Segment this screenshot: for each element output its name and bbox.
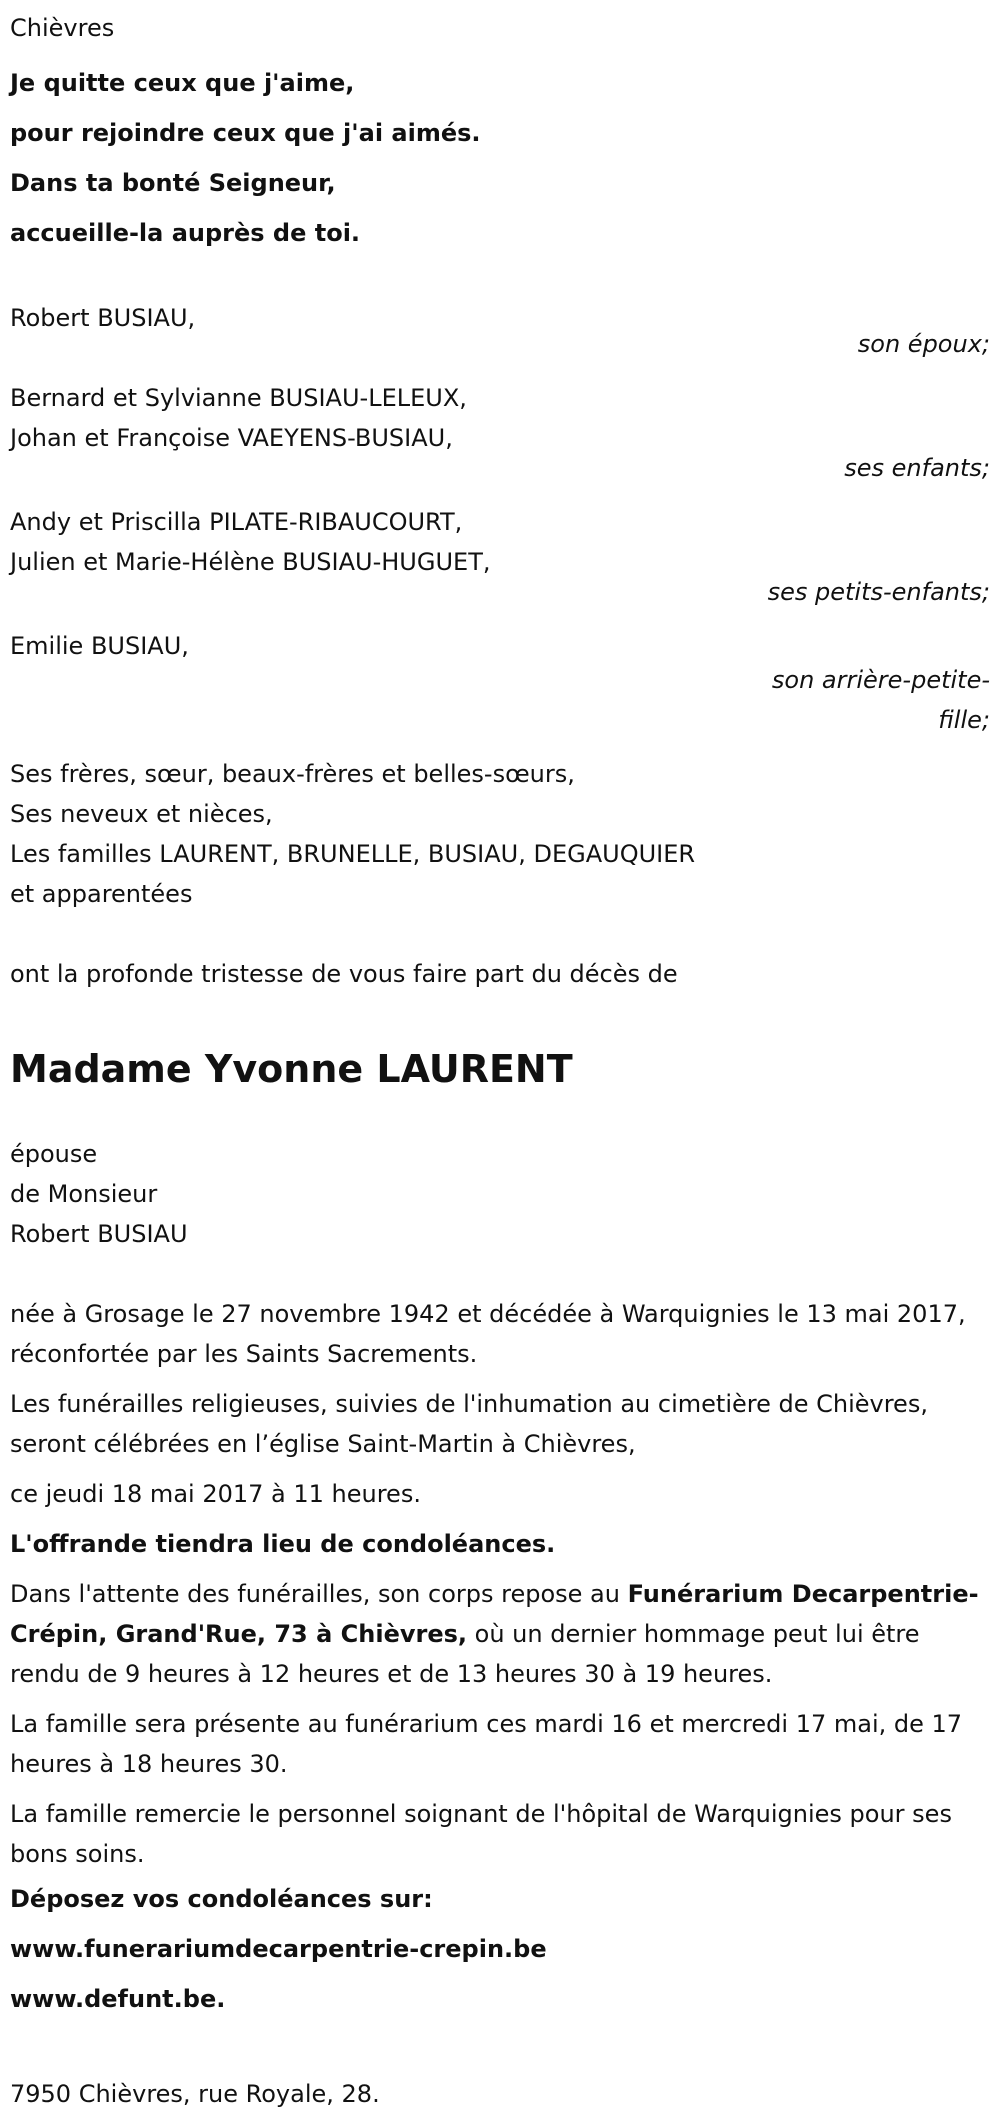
announcement-text: ont la profonde tristesse de vous faire part du décès de: [10, 960, 678, 988]
family-group-spouse: [10, 298, 990, 364]
family-group-children: [10, 378, 990, 488]
verse-line: accueille-la auprès de toi.: [10, 219, 361, 247]
condolences-heading: Déposez vos condoléances sur:: [10, 1885, 433, 1913]
family-group-grandchildren: [10, 502, 990, 612]
family-role: ses enfants;: [844, 454, 990, 482]
thanks-paragraph: La famille remercie le personnel soignant de l'hôpital de Warquignies pour ses bons soins.: [10, 1800, 952, 1868]
spouse-line: épouse: [10, 1140, 98, 1168]
location-heading: Chièvres: [10, 14, 115, 42]
viewing-prefix: Dans l'attente des funérailles, son corps repose au: [10, 1580, 628, 1608]
funerarium-address: Funérarium Decarpentrie-Crépin, Grand'Rue, 73 à Chièvres,: [10, 1580, 979, 1648]
condolences-block: [10, 1874, 990, 2024]
verse-line: Dans ta bonté Seigneur,: [10, 169, 336, 197]
birth-death-paragraph: née à Grosage le 27 novembre 1942 et décédée à Warquignies le 13 mai 2017, réconfortée par les Saints Sacrements.: [10, 1300, 966, 1368]
relatives-line: Ses neveux et nièces,: [10, 800, 273, 828]
family-role: son époux;: [857, 330, 990, 358]
relatives-line: Les familles LAURENT, BRUNELLE, BUSIAU, DEGAUQUIER: [10, 840, 696, 868]
obituary-notice: [10, 8, 990, 2114]
family-presence-paragraph: La famille sera présente au funérarium ces mardi 16 et mercredi 17 mai, de 17 heures à 18 heures 30.: [10, 1710, 963, 1778]
deceased-name: Madame Yvonne LAURENT: [10, 1047, 573, 1091]
funeral-paragraph: Les funérailles religieuses, suivies de l'inhumation au cimetière de Chièvres, seront célébrées en l’église Saint-Martin à Chièvres,: [10, 1390, 928, 1458]
family-name: Andy et Priscilla PILATE-RIBAUCOURT,: [10, 508, 463, 536]
address-line: 7950 Chièvres, rue Royale, 28.: [10, 2080, 380, 2108]
family-name: Johan et Françoise VAEYENS-BUSIAU,: [10, 424, 453, 452]
family-role: son arrière-petite-fille;: [771, 666, 990, 734]
family-name: Robert BUSIAU,: [10, 304, 196, 332]
verse-line: Je quitte ceux que j'aime,: [10, 69, 355, 97]
relatives-line: et apparentées: [10, 880, 193, 908]
family-name: Emilie BUSIAU,: [10, 632, 189, 660]
spouse-line: de Monsieur: [10, 1180, 158, 1208]
verse-line: pour rejoindre ceux que j'ai aimés.: [10, 119, 481, 147]
website-link[interactable]: www.funerariumdecarpentrie-crepin.be: [10, 1935, 547, 1963]
spouse-line: Robert BUSIAU: [10, 1220, 188, 1248]
funeral-date: ce jeudi 18 mai 2017 à 11 heures.: [10, 1480, 421, 1508]
viewing-suffix: où un dernier hommage peut lui être rendu de 9 heures à 12 heures et de 13 heures 30 à 19 heures.: [10, 1620, 920, 1688]
website-link[interactable]: www.defunt.be.: [10, 1985, 226, 2013]
offering-notice: L'offrande tiendra lieu de condoléances.: [10, 1530, 556, 1558]
family-role: ses petits-enfants;: [767, 578, 990, 606]
family-list: [10, 298, 990, 740]
viewing-paragraph: [10, 1574, 990, 1694]
relatives-block: [10, 754, 990, 914]
verse-block: [10, 58, 990, 258]
family-name: Bernard et Sylvianne BUSIAU-LELEUX,: [10, 384, 467, 412]
family-group-great-grandchild: [10, 626, 990, 740]
family-name: Julien et Marie-Hélène BUSIAU-HUGUET,: [10, 548, 491, 576]
spouse-block: [10, 1134, 990, 1254]
relatives-line: Ses frères, sœur, beaux-frères et belles-sœurs,: [10, 760, 575, 788]
